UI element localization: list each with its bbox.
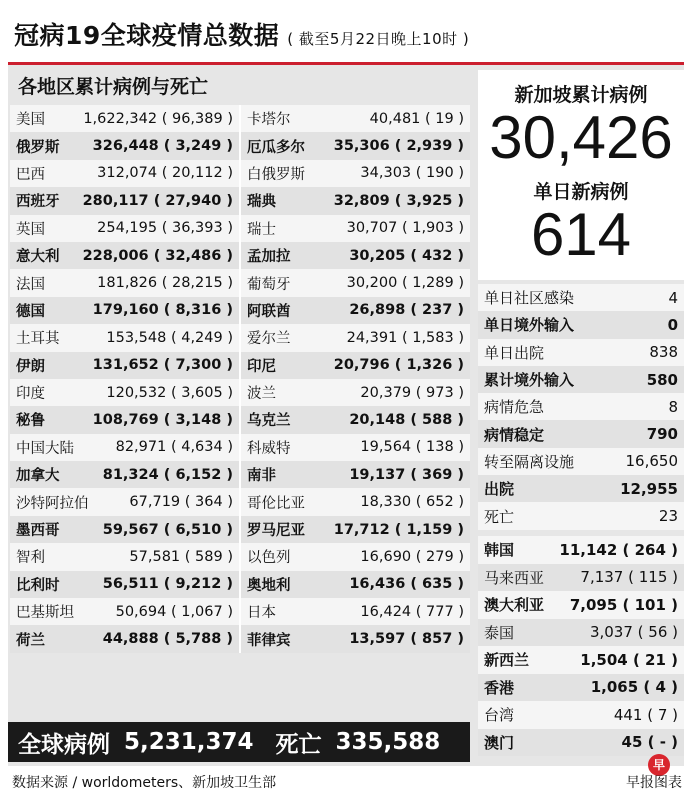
deaths-value: ( 589 ) <box>184 548 233 565</box>
cases-value: 19,137 <box>349 466 406 483</box>
country-figures <box>334 357 464 373</box>
country-cell <box>10 187 239 214</box>
country-figures <box>360 494 464 510</box>
deaths-value: ( 777 ) <box>415 603 464 620</box>
country-cell <box>10 516 239 543</box>
country-name: 印度 <box>16 386 45 403</box>
stat-value: 4 <box>668 288 678 307</box>
country-name: 意大利 <box>16 249 60 266</box>
table-row <box>10 132 470 159</box>
cases-value: 108,769 <box>92 411 159 428</box>
deaths-value: ( 3,925 ) <box>394 192 464 209</box>
country-name: 伊朗 <box>16 358 45 375</box>
table-row <box>10 625 470 652</box>
deaths-value: ( 1,903 ) <box>401 220 464 237</box>
country-figures <box>347 330 464 346</box>
country-cell <box>10 434 239 461</box>
country-figures <box>97 275 233 291</box>
country-cell <box>239 571 470 598</box>
country-figures <box>349 302 464 318</box>
country-figures <box>349 467 464 483</box>
deaths-value: ( 364 ) <box>184 494 233 511</box>
country-figures <box>116 439 233 455</box>
stat-label: 累计境外输入 <box>484 371 575 390</box>
stat-label: 单日境外输入 <box>484 316 575 335</box>
cases-value: 181,826 <box>97 275 158 292</box>
stat-value: 790 <box>646 425 678 444</box>
country-figures <box>93 302 233 318</box>
table-row <box>10 269 470 296</box>
cases-value: 254,195 <box>97 220 158 237</box>
country-cell <box>239 269 470 296</box>
region-name: 新西兰 <box>484 651 530 670</box>
cases-value: 20,379 <box>360 384 412 401</box>
deaths-value: ( 1,326 ) <box>394 357 464 374</box>
cases-value: 16,690 <box>360 548 412 565</box>
region-row <box>478 646 684 674</box>
country-figures <box>93 412 233 428</box>
region-value: 1,504 ( 21 ) <box>580 650 678 669</box>
deaths-value: ( 1,159 ) <box>394 521 464 538</box>
cases-value: 20,148 <box>349 411 406 428</box>
chart-credit: 早报图表 <box>626 775 682 791</box>
table-row <box>10 242 470 269</box>
deaths-value: ( 237 ) <box>410 302 464 319</box>
region-row <box>478 701 684 729</box>
deaths-value: ( 36,393 ) <box>161 220 233 237</box>
global-deaths-label: 死亡 <box>275 731 322 758</box>
country-figures <box>116 604 233 620</box>
stat-label: 病情稳定 <box>484 425 545 444</box>
country-figures <box>349 631 464 647</box>
section-title: 各地区累计病例与死亡 <box>18 76 209 98</box>
country-figures <box>349 248 464 264</box>
global-total-bar <box>8 722 470 762</box>
data-source: 数据来源 / worldometers、新加坡卫生部 <box>12 775 277 791</box>
cases-value: 26,898 <box>349 302 406 319</box>
table-row <box>10 297 470 324</box>
region-name: 澳门 <box>484 733 515 752</box>
deaths-value: ( 27,940 ) <box>153 192 233 209</box>
stat-row <box>478 448 684 475</box>
deaths-value: ( 1,289 ) <box>401 275 464 292</box>
country-cell <box>239 516 470 543</box>
country-cell <box>239 297 470 324</box>
stat-value: 838 <box>649 343 678 362</box>
cases-value: 67,719 <box>129 494 181 511</box>
country-name: 卡塔尔 <box>247 112 291 129</box>
country-name: 比利时 <box>16 577 60 594</box>
cases-value: 312,074 <box>97 165 158 182</box>
deaths-value: ( 28,215 ) <box>161 275 233 292</box>
country-cell <box>10 105 239 132</box>
country-name: 乌克兰 <box>247 413 291 430</box>
region-value: 45 ( - ) <box>621 733 678 752</box>
country-figures <box>97 165 233 181</box>
region-row <box>478 564 684 592</box>
cases-value: 56,511 <box>102 576 159 593</box>
country-name: 孟加拉 <box>247 249 291 266</box>
table-row <box>10 434 470 461</box>
stat-row <box>478 502 684 529</box>
global-cases-value: 5,231,374 <box>124 729 254 755</box>
country-name: 秘鲁 <box>16 413 45 430</box>
table-row <box>10 105 470 132</box>
cases-value: 24,391 <box>346 329 398 346</box>
country-figures <box>347 220 464 236</box>
deaths-value: ( 19 ) <box>425 110 464 127</box>
country-cell <box>10 160 239 187</box>
cases-value: 35,306 <box>333 138 390 155</box>
sg-total-value: 30,426 <box>489 104 673 171</box>
country-cell <box>239 187 470 214</box>
deaths-value: ( 432 ) <box>410 247 464 264</box>
country-figures <box>360 604 464 620</box>
region-row <box>478 729 684 757</box>
country-figures <box>370 111 464 127</box>
country-name: 日本 <box>247 605 276 622</box>
country-name: 哥伦比亚 <box>247 495 305 512</box>
cases-value: 82,971 <box>115 439 167 456</box>
cases-value: 179,160 <box>92 302 159 319</box>
country-cell <box>239 434 470 461</box>
country-figures <box>103 522 233 538</box>
cases-value: 19,564 <box>360 439 412 456</box>
country-cell <box>10 488 239 515</box>
region-name: 台湾 <box>484 706 515 725</box>
stat-row <box>478 339 684 366</box>
stat-label: 出院 <box>484 480 515 499</box>
country-name: 印尼 <box>247 358 276 375</box>
country-table <box>10 105 470 653</box>
country-cell <box>10 324 239 351</box>
stat-row <box>478 284 684 311</box>
country-cell <box>10 242 239 269</box>
country-figures <box>360 165 464 181</box>
country-figures <box>83 248 233 264</box>
country-cell <box>10 215 239 242</box>
stat-value: 12,955 <box>620 479 678 498</box>
country-name: 法国 <box>16 276 45 293</box>
deaths-value: ( 5,788 ) <box>163 631 233 648</box>
sg-total-label: 新加坡累计病例 <box>514 84 648 106</box>
cases-value: 32,809 <box>333 192 390 209</box>
region-name: 香港 <box>484 678 515 697</box>
country-figures <box>97 220 233 236</box>
deaths-value: ( 3,148 ) <box>163 411 233 428</box>
cases-value: 131,652 <box>92 357 159 374</box>
country-name: 瑞士 <box>247 221 276 238</box>
country-cell <box>239 543 470 570</box>
country-cell <box>10 571 239 598</box>
stat-row <box>478 475 684 502</box>
sg-stats-list <box>478 284 684 530</box>
country-figures <box>103 631 233 647</box>
country-cell <box>239 379 470 406</box>
country-name: 中国大陆 <box>16 440 74 457</box>
region-value: 3,037 ( 56 ) <box>589 623 678 642</box>
region-value: 7,095 ( 101 ) <box>569 595 678 614</box>
cases-value: 18,330 <box>360 494 412 511</box>
deaths-value: ( 279 ) <box>415 548 464 565</box>
table-row <box>10 352 470 379</box>
region-value: 7,137 ( 115 ) <box>580 568 678 587</box>
stat-label: 单日出院 <box>484 343 545 362</box>
deaths-value: ( 2,939 ) <box>394 138 464 155</box>
deaths-value: ( 6,152 ) <box>163 466 233 483</box>
country-name: 以色列 <box>247 550 291 567</box>
country-name: 英国 <box>16 221 45 238</box>
cases-value: 17,712 <box>333 521 390 538</box>
deaths-value: ( 369 ) <box>410 466 464 483</box>
cases-value: 16,436 <box>349 576 406 593</box>
country-name: 菲律宾 <box>247 632 291 649</box>
deaths-value: ( 9,212 ) <box>163 576 233 593</box>
country-cell <box>10 461 239 488</box>
country-cell <box>239 406 470 433</box>
cases-value: 326,448 <box>92 138 159 155</box>
table-row <box>10 516 470 543</box>
country-figures <box>334 193 464 209</box>
deaths-value: ( 3,605 ) <box>170 384 233 401</box>
country-name: 南非 <box>247 468 276 485</box>
cases-value: 120,532 <box>106 384 167 401</box>
country-figures <box>129 494 233 510</box>
country-cell <box>239 324 470 351</box>
global-cases-label: 全球病例 <box>18 731 110 758</box>
country-name: 厄瓜多尔 <box>247 139 305 156</box>
country-figures <box>349 412 464 428</box>
deaths-value: ( 4,634 ) <box>170 439 233 456</box>
deaths-value: ( 3,249 ) <box>163 138 233 155</box>
country-name: 巴基斯坦 <box>16 605 74 622</box>
table-row <box>10 187 470 214</box>
subtitle: ( 截至5月22日晚上10时 ) <box>287 30 470 48</box>
country-figures <box>93 357 233 373</box>
region-name: 韩国 <box>484 541 515 560</box>
stat-label: 病情危急 <box>484 398 545 417</box>
page-title <box>14 16 469 52</box>
table-row <box>10 571 470 598</box>
country-name: 瑞典 <box>247 194 276 211</box>
cases-value: 153,548 <box>106 329 167 346</box>
country-cell <box>239 132 470 159</box>
deaths-value: ( 857 ) <box>410 631 464 648</box>
stat-row <box>478 311 684 338</box>
cases-value: 81,324 <box>102 466 159 483</box>
country-figures <box>83 193 233 209</box>
deaths-value: ( 6,510 ) <box>163 521 233 538</box>
deaths-value: ( 4,249 ) <box>170 329 233 346</box>
stat-row <box>478 420 684 447</box>
country-cell <box>239 488 470 515</box>
country-name: 美国 <box>16 112 45 129</box>
country-figures <box>106 385 233 401</box>
deaths-value: ( 138 ) <box>415 439 464 456</box>
country-cell <box>10 543 239 570</box>
country-cell <box>239 160 470 187</box>
region-name: 澳大利亚 <box>484 596 545 615</box>
country-name: 德国 <box>16 303 45 320</box>
country-figures <box>106 330 233 346</box>
deaths-value: ( 1,067 ) <box>170 603 233 620</box>
country-cell <box>10 598 239 625</box>
country-figures <box>360 549 464 565</box>
cases-value: 34,303 <box>360 165 412 182</box>
stat-row <box>478 366 684 393</box>
country-figures <box>360 439 464 455</box>
country-name: 阿联酋 <box>247 303 291 320</box>
title-text: 冠病19全球疫情总数据 <box>14 21 280 50</box>
cases-value: 44,888 <box>102 631 159 648</box>
cases-value: 30,200 <box>346 275 398 292</box>
stat-value: 16,650 <box>625 452 678 471</box>
table-row <box>10 379 470 406</box>
deaths-value: ( 588 ) <box>410 411 464 428</box>
deaths-value: ( 190 ) <box>415 165 464 182</box>
region-name: 马来西亚 <box>484 568 545 587</box>
country-figures <box>334 138 464 154</box>
region-row <box>478 591 684 619</box>
table-row <box>10 215 470 242</box>
country-name: 葡萄牙 <box>247 276 291 293</box>
country-name: 沙特阿拉伯 <box>16 495 89 512</box>
stat-label: 死亡 <box>484 507 515 526</box>
country-name: 墨西哥 <box>16 523 60 540</box>
stat-value: 0 <box>667 315 678 334</box>
stat-value: 580 <box>646 370 678 389</box>
table-row <box>10 461 470 488</box>
country-cell <box>10 132 239 159</box>
stat-value: 8 <box>668 397 678 416</box>
country-figures <box>103 467 233 483</box>
region-list <box>478 536 684 756</box>
deaths-value: ( 96,389 ) <box>161 110 233 127</box>
country-figures <box>347 275 464 291</box>
deaths-value: ( 635 ) <box>410 576 464 593</box>
country-cell <box>239 215 470 242</box>
table-row <box>10 543 470 570</box>
deaths-value: ( 1,583 ) <box>401 329 464 346</box>
country-name: 巴西 <box>16 166 45 183</box>
region-name: 泰国 <box>484 623 515 642</box>
country-cell <box>239 625 470 652</box>
country-cell <box>10 269 239 296</box>
region-value: 1,065 ( 4 ) <box>590 678 678 697</box>
region-row <box>478 674 684 702</box>
sg-daily-label: 单日新病例 <box>533 181 629 203</box>
cases-value: 280,117 <box>82 192 149 209</box>
country-cell <box>10 379 239 406</box>
country-figures <box>93 138 233 154</box>
cases-value: 59,567 <box>102 521 159 538</box>
country-figures <box>334 522 464 538</box>
cases-value: 57,581 <box>129 548 181 565</box>
country-name: 奥地利 <box>247 577 291 594</box>
stat-label: 转至隔离设施 <box>484 452 575 471</box>
deaths-value: ( 973 ) <box>415 384 464 401</box>
region-value: 11,142 ( 264 ) <box>559 540 678 559</box>
country-name: 罗马尼亚 <box>247 523 305 540</box>
country-name: 爱尔兰 <box>247 331 291 348</box>
country-cell <box>10 406 239 433</box>
country-figures <box>360 385 464 401</box>
country-name: 土耳其 <box>16 331 60 348</box>
country-name: 科威特 <box>247 440 291 457</box>
region-value: 441 ( 7 ) <box>613 705 678 724</box>
cases-value: 30,205 <box>349 247 406 264</box>
table-row <box>10 406 470 433</box>
deaths-value: ( 652 ) <box>415 494 464 511</box>
sg-daily-value: 614 <box>530 201 632 268</box>
country-figures <box>83 111 233 127</box>
country-name: 加拿大 <box>16 468 60 485</box>
cases-value: 20,796 <box>333 357 390 374</box>
country-cell <box>239 242 470 269</box>
cases-value: 1,622,342 <box>83 110 158 127</box>
country-name: 荷兰 <box>16 632 45 649</box>
global-deaths-value: 335,588 <box>335 729 441 755</box>
country-cell <box>10 625 239 652</box>
cases-value: 50,694 <box>115 603 167 620</box>
deaths-value: ( 7,300 ) <box>163 357 233 374</box>
country-figures <box>129 549 233 565</box>
country-cell <box>10 352 239 379</box>
country-cell <box>239 598 470 625</box>
country-cell <box>239 461 470 488</box>
country-name: 西班牙 <box>16 194 60 211</box>
country-name: 俄罗斯 <box>16 139 60 156</box>
deaths-value: ( 8,316 ) <box>163 302 233 319</box>
header <box>8 8 684 65</box>
singapore-summary <box>478 70 684 280</box>
cases-value: 16,424 <box>360 603 412 620</box>
country-name: 智利 <box>16 550 45 567</box>
deaths-value: ( 32,486 ) <box>153 247 233 264</box>
stat-row <box>478 393 684 420</box>
cases-value: 228,006 <box>82 247 149 264</box>
country-figures <box>103 576 233 592</box>
table-row <box>10 598 470 625</box>
table-row <box>10 160 470 187</box>
country-cell <box>239 105 470 132</box>
table-row <box>10 324 470 351</box>
country-name: 白俄罗斯 <box>247 166 305 183</box>
country-name: 波兰 <box>247 386 276 403</box>
deaths-value: ( 20,112 ) <box>161 165 233 182</box>
zaobao-logo: 早 <box>648 754 670 776</box>
region-row <box>478 619 684 647</box>
stat-value: 23 <box>658 507 678 526</box>
table-row <box>10 488 470 515</box>
cases-value: 40,481 <box>369 110 421 127</box>
cases-value: 30,707 <box>346 220 398 237</box>
cases-value: 13,597 <box>349 631 406 648</box>
region-row <box>478 536 684 564</box>
stat-label: 单日社区感染 <box>484 289 575 308</box>
country-cell <box>239 352 470 379</box>
country-cell <box>10 297 239 324</box>
country-figures <box>349 576 464 592</box>
